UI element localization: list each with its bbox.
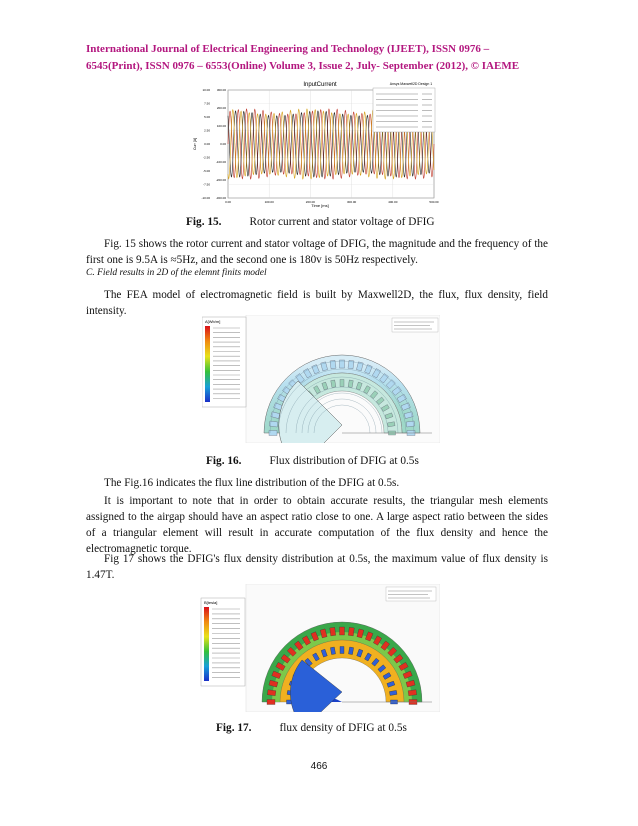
fig15-chart [186, 78, 448, 210]
fig15-legend-title: Ansys Maxwell2D Design 1 [389, 82, 433, 86]
fig15-xlabel: Time [ms] [311, 203, 329, 208]
y-right-tick-label: -7.50 [203, 182, 210, 187]
y-right-tick-label: 5.00 [204, 115, 210, 119]
x-tick-label: 0.00 [225, 200, 231, 204]
fig16-legend-title: A[Wb/m] [205, 319, 221, 324]
y-left-tick-label: 0.00 [220, 142, 226, 146]
paragraph-2: The FEA model of electromagnetic field is built by Maxwell2D, the flux, flux density, field intensity. [86, 289, 548, 317]
x-tick-label: 500.00 [429, 200, 439, 204]
y-left-tick-label: 100.00 [216, 124, 226, 128]
fig16-caption-text: Flux distribution of DFIG at 0.5s [269, 455, 419, 467]
y-right-tick-label: 7.50 [204, 101, 210, 106]
fig16-legend [202, 317, 246, 407]
x-tick-label: 100.00 [264, 200, 274, 204]
paragraph-3: The Fig.16 indicates the flux line distribution of the DFIG at 0.5s. [104, 477, 400, 489]
journal-header-line1: International Journal of Electrical Engineering and Technology (IJEET), ISSN 0976 – [86, 43, 490, 55]
y-left-tick-label: -100.00 [215, 160, 226, 164]
paragraph-1: Fig. 15 shows the rotor current and stator voltage of DFIG, the magnitude and the frequency of the first one is 9.5A is ≈5Hz, and the second one is 180v is 50Hz respectively. [86, 238, 548, 266]
y-right-tick-label: 10.00 [202, 88, 210, 92]
paragraph-5: Fig 17 shows the DFIG's flux density distribution at 0.5s, the maximum value of flux density is 1.47T. [86, 553, 548, 581]
fig16-flux-plot [202, 315, 440, 443]
fig17-caption [216, 722, 407, 734]
fig15-plot-title: InputCurrent [303, 82, 337, 88]
journal-header-line2: 6545(Print), ISSN 0976 – 6553(Online) Volume 3, Issue 2, July- September (2012), © IAEME [86, 60, 520, 72]
y-right-tick-label: 2.50 [204, 128, 210, 133]
y-right-tick-label: -5.00 [203, 169, 210, 173]
fig15-label: Fig. 15. [186, 216, 222, 228]
fig17-label: Fig. 17. [216, 722, 252, 734]
fig16-info-box [392, 318, 438, 332]
fig16-label: Fig. 16. [206, 455, 242, 467]
section-subheading: C. Field results in 2D of the elemnt finits model [86, 268, 267, 278]
fig15-caption-text: Rotor current and stator voltage of DFIG [249, 216, 435, 228]
fig17-legend-title: B[tesla] [204, 600, 218, 605]
y-left-tick-label: -200.00 [215, 178, 226, 182]
x-tick-label: 300.00 [347, 200, 357, 204]
fig15-legend [373, 88, 435, 132]
fig17-info-box [386, 587, 436, 601]
page-number: 466 [310, 761, 328, 772]
journal-header [86, 41, 548, 75]
y-right-tick-label: 0.00 [204, 142, 210, 146]
x-tick-label: 200.00 [305, 200, 315, 204]
y-right-tick-label: -10.00 [201, 196, 210, 200]
paragraph-4: It is important to note that in order to obtain accurate results, the triangular mesh elements assigned to the airgap should have an aspect ratio close to one. A large aspect ratio between the sides of a triangular element will result in accurate computation of the flux density and hence the electromagnetic torque. [86, 495, 548, 555]
x-tick-label: 400.00 [388, 200, 398, 204]
fig17-caption-text: flux density of DFIG at 0.5s [279, 722, 407, 734]
fig17-legend [201, 598, 245, 686]
fig16-caption [206, 455, 419, 467]
fig15-caption [186, 216, 435, 228]
fig17-flux-density-plot [200, 584, 440, 712]
fig15-ylabel: Curr [A] [193, 137, 197, 151]
y-right-tick-label: -2.50 [203, 155, 210, 160]
y-left-tick-label: -300.00 [215, 196, 226, 200]
y-left-tick-label: 200.00 [216, 106, 226, 110]
y-left-tick-label: 300.00 [216, 88, 226, 92]
